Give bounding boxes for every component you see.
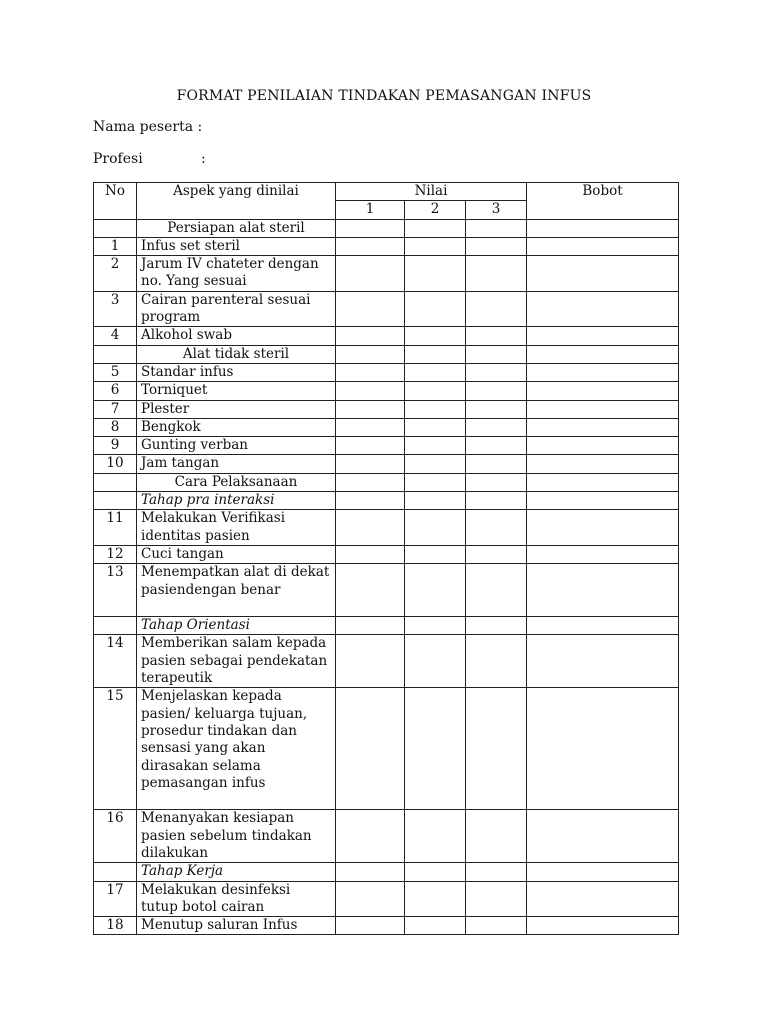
row-number: 18 <box>94 917 137 935</box>
row-number: 9 <box>94 437 137 455</box>
nilai-2-cell[interactable] <box>405 617 466 635</box>
row-number: 5 <box>94 363 137 381</box>
bobot-cell[interactable] <box>527 863 679 881</box>
nilai-3-cell[interactable] <box>466 455 527 473</box>
bobot-cell[interactable] <box>527 810 679 863</box>
nilai-3-cell[interactable] <box>466 291 527 327</box>
table-row <box>94 635 679 688</box>
nilai-1-cell[interactable] <box>336 810 405 863</box>
nilai-1-cell[interactable] <box>336 688 405 810</box>
nilai-3-cell[interactable] <box>466 219 527 237</box>
nilai-2-cell[interactable] <box>405 418 466 436</box>
nilai-2-cell[interactable] <box>405 492 466 510</box>
nilai-1-cell[interactable] <box>336 219 405 237</box>
aspect-text: Memberikan salam kepada pasien sebagai pendekatan terapeutik <box>137 635 336 688</box>
nilai-1-cell[interactable] <box>336 881 405 917</box>
row-number: 16 <box>94 810 137 863</box>
bobot-cell[interactable] <box>527 510 679 546</box>
nilai-3-cell[interactable] <box>466 917 527 935</box>
row-number <box>94 219 137 237</box>
nilai-3-cell[interactable] <box>466 418 527 436</box>
table-row <box>94 810 679 863</box>
nilai-2-cell[interactable] <box>405 688 466 810</box>
header-nilai-2: 2 <box>405 201 466 219</box>
nilai-2-cell[interactable] <box>405 510 466 546</box>
nilai-3-cell[interactable] <box>466 863 527 881</box>
nilai-3-cell[interactable] <box>466 345 527 363</box>
nilai-1-cell[interactable] <box>336 327 405 345</box>
nilai-3-cell[interactable] <box>466 400 527 418</box>
row-number: 4 <box>94 327 137 345</box>
table-row <box>94 863 679 881</box>
bobot-cell[interactable] <box>527 635 679 688</box>
row-number <box>94 492 137 510</box>
nilai-2-cell[interactable] <box>405 635 466 688</box>
header-bobot: Bobot <box>527 183 679 220</box>
bobot-cell[interactable] <box>527 617 679 635</box>
table-row <box>94 256 679 292</box>
table-row <box>94 219 679 237</box>
table-row <box>94 327 679 345</box>
row-number: 6 <box>94 382 137 400</box>
table-row <box>94 688 679 810</box>
aspect-text: Menanyakan kesiapan pasien sebelum tindakan dilakukan <box>137 810 336 863</box>
table-row <box>94 363 679 381</box>
nilai-1-cell[interactable] <box>336 237 405 255</box>
row-number: 8 <box>94 418 137 436</box>
section-heading: Persiapan alat steril <box>137 219 336 237</box>
bobot-cell[interactable] <box>527 219 679 237</box>
bobot-cell[interactable] <box>527 256 679 292</box>
bobot-cell[interactable] <box>527 327 679 345</box>
bobot-cell[interactable] <box>527 418 679 436</box>
nilai-3-cell[interactable] <box>466 635 527 688</box>
nilai-3-cell[interactable] <box>466 382 527 400</box>
table-row <box>94 291 679 327</box>
row-number: 14 <box>94 635 137 688</box>
header-no: No <box>94 183 137 220</box>
row-number: 7 <box>94 400 137 418</box>
bobot-cell[interactable] <box>527 917 679 935</box>
bobot-cell[interactable] <box>527 473 679 491</box>
table-row <box>94 564 679 617</box>
aspect-text: Jam tangan <box>137 455 336 473</box>
nilai-2-cell[interactable] <box>405 810 466 863</box>
row-number: 3 <box>94 291 137 327</box>
aspect-text: Cairan parenteral sesuai program <box>137 291 336 327</box>
aspect-text: Menutup saluran Infus <box>137 917 336 935</box>
section-heading: Alat tidak steril <box>137 345 336 363</box>
assessment-table <box>93 182 679 935</box>
profesi-colon: : <box>201 151 206 167</box>
nilai-1-cell[interactable] <box>336 917 405 935</box>
row-number: 17 <box>94 881 137 917</box>
table-row <box>94 473 679 491</box>
bobot-cell[interactable] <box>527 400 679 418</box>
nilai-1-cell[interactable] <box>336 418 405 436</box>
nilai-1-cell[interactable] <box>336 291 405 327</box>
aspect-text: Gunting verban <box>137 437 336 455</box>
row-number: 11 <box>94 510 137 546</box>
bobot-cell[interactable] <box>527 382 679 400</box>
nilai-2-cell[interactable] <box>405 437 466 455</box>
document-title: FORMAT PENILAIAN TINDAKAN PEMASANGAN INFUS <box>176 88 592 104</box>
header-aspek: Aspek yang dinilai <box>137 183 336 220</box>
table-row <box>94 510 679 546</box>
nilai-3-cell[interactable] <box>466 545 527 563</box>
table-row <box>94 617 679 635</box>
nilai-1-cell[interactable] <box>336 363 405 381</box>
nilai-1-cell[interactable] <box>336 345 405 363</box>
nilai-2-cell[interactable] <box>405 881 466 917</box>
table-row <box>94 492 679 510</box>
bobot-cell[interactable] <box>527 564 679 617</box>
row-number: 13 <box>94 564 137 617</box>
nilai-2-cell[interactable] <box>405 863 466 881</box>
bobot-cell[interactable] <box>527 345 679 363</box>
header-nilai-3: 3 <box>466 201 527 219</box>
aspect-text: Menjelaskan kepada pasien/ keluarga tujuan, prosedur tindakan dan sensasi yang akan dirasakan selama pemasangan infus <box>137 688 336 810</box>
nilai-3-cell[interactable] <box>466 473 527 491</box>
table-row <box>94 545 679 563</box>
nilai-3-cell[interactable] <box>466 688 527 810</box>
row-number <box>94 345 137 363</box>
bobot-cell[interactable] <box>527 881 679 917</box>
subsection-heading: Tahap Orientasi <box>137 617 336 635</box>
nilai-1-cell[interactable] <box>336 863 405 881</box>
nilai-3-cell[interactable] <box>466 327 527 345</box>
nama-peserta-label: Nama peserta : <box>93 119 203 135</box>
nilai-3-cell[interactable] <box>466 363 527 381</box>
nilai-1-cell[interactable] <box>336 635 405 688</box>
row-number <box>94 473 137 491</box>
nilai-2-cell[interactable] <box>405 327 466 345</box>
nilai-3-cell[interactable] <box>466 564 527 617</box>
nilai-3-cell[interactable] <box>466 237 527 255</box>
row-number <box>94 617 137 635</box>
nilai-2-cell[interactable] <box>405 256 466 292</box>
aspect-text: Jarum IV chateter dengan no. Yang sesuai <box>137 256 336 292</box>
table-row <box>94 437 679 455</box>
bobot-cell[interactable] <box>527 688 679 810</box>
nilai-3-cell[interactable] <box>466 510 527 546</box>
nilai-1-cell[interactable] <box>336 510 405 546</box>
row-number: 12 <box>94 545 137 563</box>
nilai-1-cell[interactable] <box>336 492 405 510</box>
aspect-text: Cuci tangan <box>137 545 336 563</box>
aspect-text: Torniquet <box>137 382 336 400</box>
bobot-cell[interactable] <box>527 291 679 327</box>
table-row <box>94 418 679 436</box>
nilai-3-cell[interactable] <box>466 810 527 863</box>
nilai-1-cell[interactable] <box>336 437 405 455</box>
nilai-2-cell[interactable] <box>405 545 466 563</box>
table-row <box>94 345 679 363</box>
bobot-cell[interactable] <box>527 437 679 455</box>
nilai-2-cell[interactable] <box>405 917 466 935</box>
nilai-2-cell[interactable] <box>405 382 466 400</box>
nilai-3-cell[interactable] <box>466 617 527 635</box>
aspect-text: Bengkok <box>137 418 336 436</box>
nilai-3-cell[interactable] <box>466 437 527 455</box>
nilai-2-cell[interactable] <box>405 219 466 237</box>
nilai-3-cell[interactable] <box>466 881 527 917</box>
aspect-text: Menempatkan alat di dekat pasiendengan benar <box>137 564 336 617</box>
profesi-field <box>93 151 206 167</box>
nilai-1-cell[interactable] <box>336 455 405 473</box>
nilai-2-cell[interactable] <box>405 291 466 327</box>
aspect-text: Infus set steril <box>137 237 336 255</box>
nilai-3-cell[interactable] <box>466 492 527 510</box>
aspect-text: Melakukan Verifikasi identitas pasien <box>137 510 336 546</box>
row-number: 1 <box>94 237 137 255</box>
nilai-2-cell[interactable] <box>405 237 466 255</box>
header-nilai: Nilai <box>336 183 527 201</box>
row-number: 15 <box>94 688 137 810</box>
nilai-1-cell[interactable] <box>336 473 405 491</box>
nilai-1-cell[interactable] <box>336 617 405 635</box>
nilai-1-cell[interactable] <box>336 564 405 617</box>
bobot-cell[interactable] <box>527 455 679 473</box>
nilai-2-cell[interactable] <box>405 564 466 617</box>
nilai-2-cell[interactable] <box>405 400 466 418</box>
profesi-label: Profesi <box>93 151 143 167</box>
bobot-cell[interactable] <box>527 545 679 563</box>
row-number: 2 <box>94 256 137 292</box>
aspect-text: Melakukan desinfeksi tutup botol cairan <box>137 881 336 917</box>
row-number <box>94 863 137 881</box>
table-row <box>94 455 679 473</box>
nilai-1-cell[interactable] <box>336 256 405 292</box>
table-row <box>94 917 679 935</box>
bobot-cell[interactable] <box>527 237 679 255</box>
bobot-cell[interactable] <box>527 492 679 510</box>
table-row <box>94 237 679 255</box>
table-row <box>94 382 679 400</box>
nilai-2-cell[interactable] <box>405 345 466 363</box>
aspect-text: Plester <box>137 400 336 418</box>
nilai-3-cell[interactable] <box>466 256 527 292</box>
nilai-2-cell[interactable] <box>405 363 466 381</box>
subsection-heading: Tahap Kerja <box>137 863 336 881</box>
nilai-1-cell[interactable] <box>336 545 405 563</box>
nilai-1-cell[interactable] <box>336 400 405 418</box>
nilai-1-cell[interactable] <box>336 382 405 400</box>
header-nilai-1: 1 <box>336 201 405 219</box>
row-number: 10 <box>94 455 137 473</box>
subsection-heading: Tahap pra interaksi <box>137 492 336 510</box>
table-row <box>94 881 679 917</box>
aspect-text: Standar infus <box>137 363 336 381</box>
table-body <box>94 219 679 935</box>
nilai-2-cell[interactable] <box>405 473 466 491</box>
aspect-text: Alkohol swab <box>137 327 336 345</box>
nilai-2-cell[interactable] <box>405 455 466 473</box>
table-row <box>94 400 679 418</box>
section-heading: Cara Pelaksanaan <box>137 473 336 491</box>
bobot-cell[interactable] <box>527 363 679 381</box>
